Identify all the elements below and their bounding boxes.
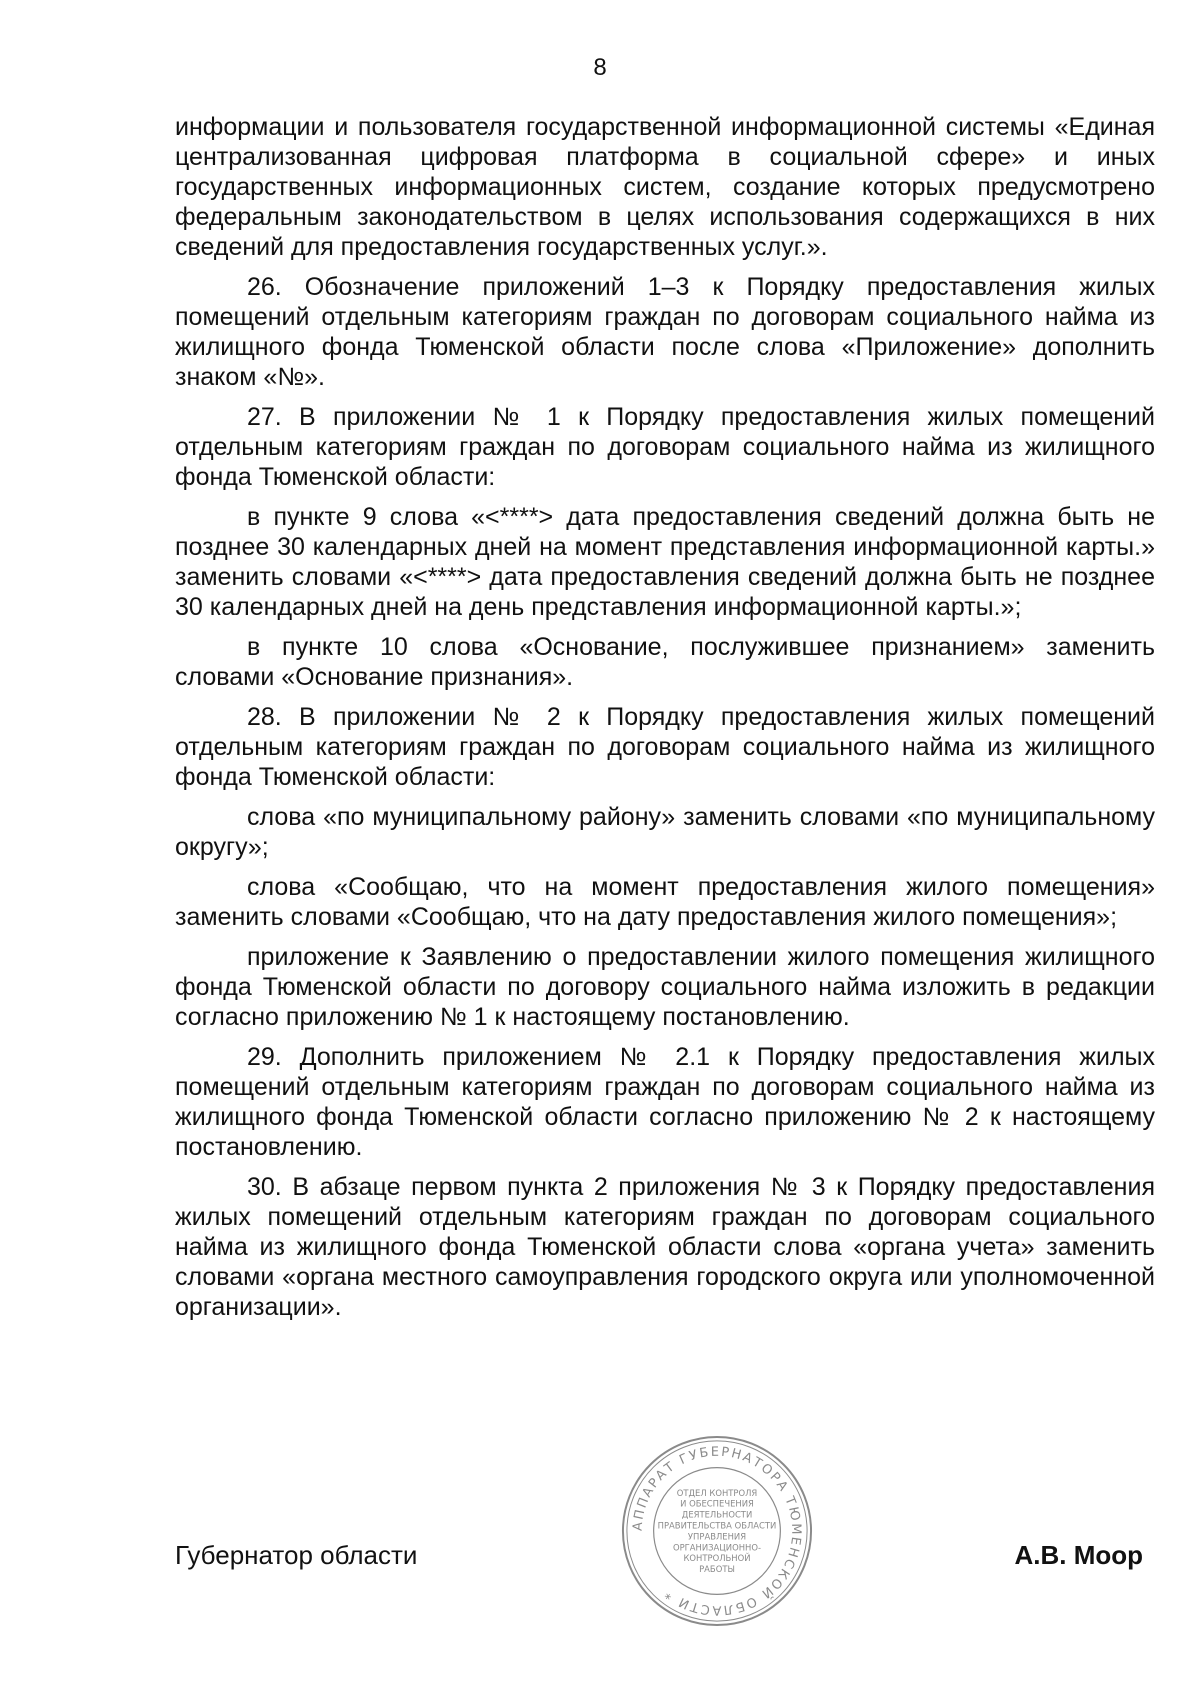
paragraph: приложение к Заявлению о предоставлении жилого помещения жилищного фонда Тюменской области по договору социального найма изложить в редакции согласно приложению № 1 к настоящему постановлению. <box>175 943 1155 1031</box>
paragraph: 28. В приложении № 2 к Порядку предоставления жилых помещений отдельным категориям граждан по договорам социального найма из жилищного фонда Тюменской области: <box>175 703 1155 791</box>
stamp-inner-line: РАБОТЫ <box>699 1564 735 1575</box>
paragraph: в пункте 9 слова «<****> дата предоставления сведений должна быть не позднее 30 календарных дней на момент представления информационной карты.» заменить словами «<****> дата предоставления сведений должна быть не позднее 30 календарных дней на день представления информационной карты.»; <box>175 503 1155 621</box>
signatory-title: Губернатор области <box>175 1540 418 1570</box>
stamp-inner-line: ДЕЯТЕЛЬНОСТИ <box>681 1509 753 1520</box>
signature-block <box>175 1540 1155 1580</box>
stamp-inner-line: ПРАВИТЕЛЬСТВА ОБЛАСТИ <box>657 1520 777 1531</box>
stamp-inner-line: УПРАВЛЕНИЯ <box>687 1531 747 1542</box>
paragraph: информации и пользователя государственной информационной системы «Единая централизованная цифровая платформа в социальной сфере» и иных государственных информационных систем, создание которых предусмотрено федеральным законодательством в целях использования содержащихся в них сведений для предоставления государственных услуг.». <box>175 113 1155 261</box>
svg-text:АППАРАТ ГУБЕРНАТОРА ТЮМЕНСКОЙ: АППАРАТ ГУБЕРНАТОРА ТЮМЕНСКОЙ ОБЛАСТИ * <box>630 1444 804 1618</box>
paragraph: 27. В приложении № 1 к Порядку предоставления жилых помещений отдельным категориям граждан по договорам социального найма из жилищного фонда Тюменской области: <box>175 403 1155 491</box>
stamp-seal-icon <box>618 1432 816 1630</box>
stamp-inner-line: И ОБЕСПЕЧЕНИЯ <box>680 1498 754 1509</box>
paragraph: в пункте 10 слова «Основание, послужившее признанием» заменить словами «Основание признания». <box>175 633 1155 691</box>
paragraph: 26. Обозначение приложений 1–3 к Порядку предоставления жилых помещений отдельным категориям граждан по договорам социального найма из жилищного фонда Тюменской области после слова «Приложение» дополнить знаком «№». <box>175 273 1155 391</box>
paragraph: 30. В абзаце первом пункта 2 приложения № 3 к Порядку предоставления жилых помещений отдельным категориям граждан по договорам социального найма из жилищного фонда Тюменской области слова «органа учета» заменить словами «органа местного самоуправления городского округа или уполномоченной организации». <box>175 1173 1155 1321</box>
official-stamp <box>618 1432 816 1630</box>
stamp-inner-line: ОТДЕЛ КОНТРОЛЯ <box>676 1487 758 1498</box>
paragraph: 29. Дополнить приложением № 2.1 к Порядку предоставления жилых помещений отдельным категориям граждан по договорам социального найма из жилищного фонда Тюменской области согласно приложению № 2 к настоящему постановлению. <box>175 1043 1155 1161</box>
page-number: 8 <box>593 54 607 81</box>
signatory-name: А.В. Моор <box>1014 1540 1143 1570</box>
paragraph: слова «Сообщаю, что на момент предоставления жилого помещения» заменить словами «Сообщаю, что на дату предоставления жилого помещения»; <box>175 873 1155 931</box>
stamp-inner-line: КОНТРОЛЬНОЙ <box>683 1553 751 1564</box>
document-body <box>175 112 1155 1332</box>
stamp-inner-line: ОРГАНИЗАЦИОННО- <box>672 1542 762 1553</box>
paragraph: слова «по муниципальному району» заменить словами «по муниципальному округу»; <box>175 803 1155 861</box>
